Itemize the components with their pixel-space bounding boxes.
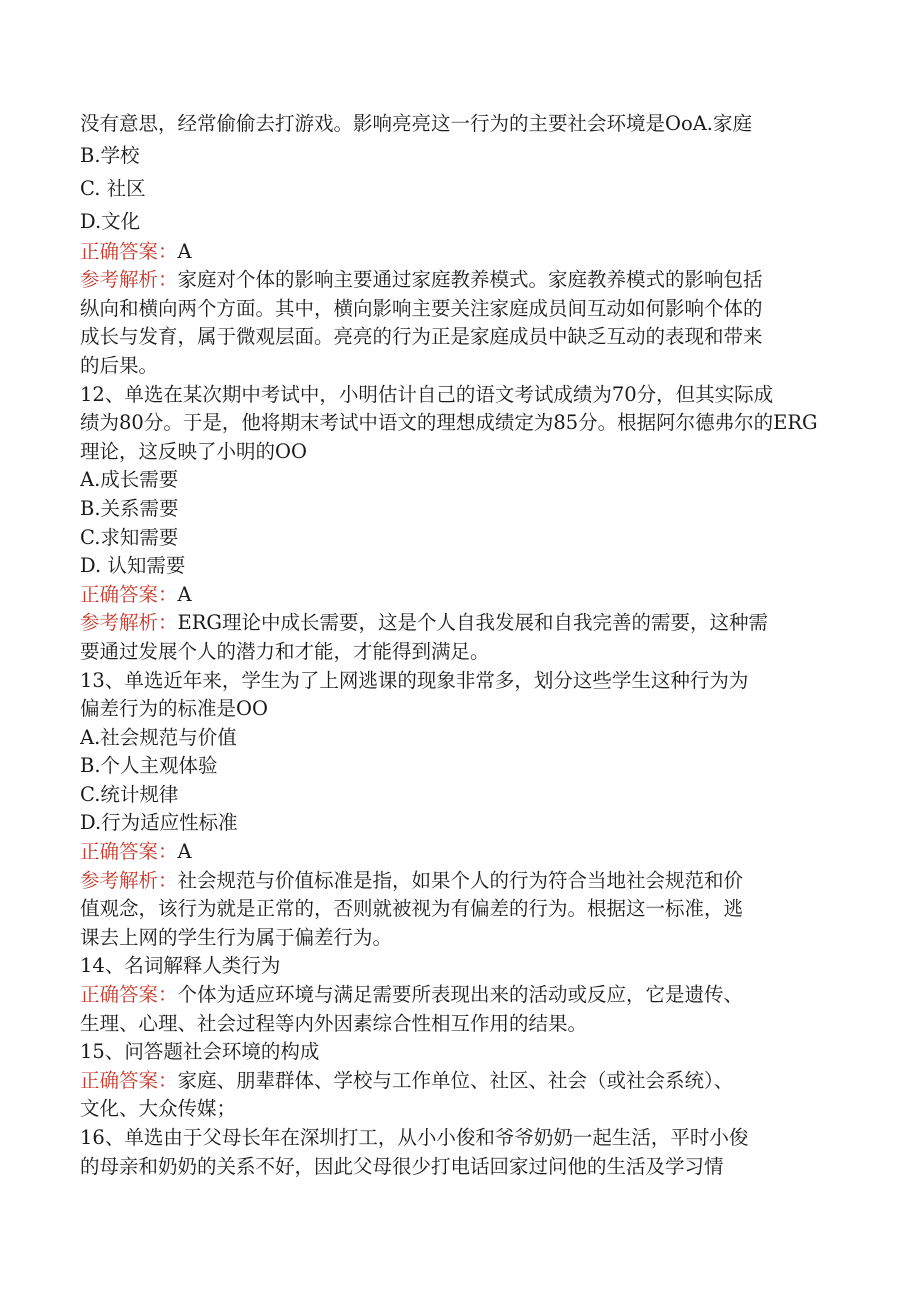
line-text: 理论，这反映了小明的OO	[80, 439, 307, 463]
line-text: A.社会规范与价值	[80, 725, 237, 749]
text-line	[80, 352, 842, 381]
answer-line	[80, 838, 842, 867]
text-line	[80, 139, 842, 172]
line-text: 15、问答题社会环境的构成	[80, 1040, 320, 1064]
line-text: 个体为适应环境与满足需要所表现出来的活动或反应，它是遗传、	[177, 983, 744, 1007]
answer-line	[80, 266, 842, 295]
text-line	[80, 1010, 842, 1039]
answer-line	[80, 981, 842, 1010]
line-text: 偏差行为的标准是OO	[80, 697, 268, 721]
line-text: 13、单选近年来，学生为了上网逃课的现象非常多，划分这些学生这种行为为	[80, 668, 749, 692]
answer-label: 正确答案：	[80, 239, 178, 263]
line-text: 纵向和横向两个方面。其中，横向影响主要关注家庭成员间互动如何影响个体的	[80, 296, 763, 320]
line-text: 成长与发育，属于微观层面。亮亮的行为正是家庭成员中缺乏互动的表现和带来	[80, 325, 763, 349]
line-text: 的后果。	[80, 353, 159, 377]
line-text: D.行为适应性标准	[80, 811, 238, 835]
answer-label: 正确答案：	[80, 582, 178, 606]
text-line	[80, 924, 842, 953]
text-line	[80, 638, 842, 667]
text-line	[80, 695, 842, 724]
line-text: C. 社区	[80, 176, 146, 200]
line-text: B.个人主观体验	[80, 754, 218, 778]
line-text: D.文化	[80, 209, 141, 233]
line-text: 生理、心理、社会过程等内外因素综合性相互作用的结果。	[80, 1011, 588, 1035]
answer-label: 正确答案：	[80, 1068, 178, 1092]
line-text: D. 认知需要	[80, 554, 186, 578]
line-text: C.求知需要	[80, 525, 179, 549]
text-line	[80, 781, 842, 810]
text-line	[80, 524, 842, 553]
line-text: 要通过发展个人的潜力和才能，才能得到满足。	[80, 639, 490, 663]
answer-label: 参考解析：	[80, 868, 178, 892]
text-line	[80, 809, 842, 838]
text-line	[80, 172, 842, 205]
answer-line	[80, 238, 842, 267]
text-line	[80, 667, 842, 696]
line-text: 社会规范与价值标准是指，如果个人的行为符合当地社会规范和价	[177, 868, 744, 892]
answer-line	[80, 867, 842, 896]
line-text: 12、单选在某次期中考试中，小明估计自己的语文考试成绩为70分，但其实际成	[80, 382, 774, 406]
text-line	[80, 1038, 842, 1067]
text-line	[80, 1124, 842, 1153]
line-text: 课去上网的学生行为属于偏差行为。	[80, 925, 393, 949]
text-line	[80, 552, 842, 581]
answer-line	[80, 581, 842, 610]
line-text: 没有意思，经常偷偷去打游戏。影响亮亮这一行为的主要社会环境是OoA.家庭	[80, 112, 753, 135]
answer-line	[80, 1067, 842, 1096]
text-line	[80, 381, 842, 410]
line-text: 的母亲和奶奶的关系不好，因此父母很少打电话回家过问他的生活及学习情	[80, 1154, 724, 1178]
answer-label: 参考解析：	[80, 268, 178, 292]
line-text: B.关系需要	[80, 496, 179, 520]
text-line	[80, 466, 842, 495]
text-line	[80, 752, 842, 781]
line-text: A	[177, 582, 192, 606]
text-line	[80, 409, 842, 438]
line-text: A.成长需要	[80, 468, 179, 492]
text-line	[80, 295, 842, 324]
answer-label: 参考解析：	[80, 611, 178, 635]
text-line	[80, 952, 842, 981]
line-text: 值观念，该行为就是正常的，否则就被视为有偏差的行为。根据这一标准，逃	[80, 897, 744, 921]
answer-label: 正确答案：	[80, 983, 178, 1007]
line-text: A	[177, 840, 192, 864]
text-line	[80, 438, 842, 467]
text-line	[80, 110, 842, 139]
line-text: 14、名词解释人类行为	[80, 954, 281, 978]
line-text: 绩为80分。于是，他将期末考试中语文的理想成绩定为85分。根据阿尔德弗尔的ERG	[80, 411, 818, 435]
line-text: ERG理论中成长需要，这是个人自我发展和自我完善的需要，这种需	[177, 611, 769, 635]
line-text: 16、单选由于父母长年在深圳打工，从小小俊和爷爷奶奶一起生活，平时小俊	[80, 1126, 749, 1149]
text-line	[80, 495, 842, 524]
line-text: 家庭对个体的影响主要通过家庭教养模式。家庭教养模式的影响包括	[177, 268, 763, 292]
text-line	[80, 1095, 842, 1124]
line-text: A	[177, 239, 192, 263]
answer-line	[80, 609, 842, 638]
text-line	[80, 323, 842, 352]
text-line	[80, 724, 842, 753]
text-line	[80, 205, 842, 238]
text-line	[80, 1153, 842, 1182]
line-text: 家庭、朋辈群体、学校与工作单位、社区、社会（或社会系统）、	[177, 1068, 734, 1092]
line-text: 文化、大众传媒；	[80, 1097, 237, 1121]
text-line	[80, 895, 842, 924]
line-text: C.统计规律	[80, 782, 179, 806]
line-text: B.学校	[80, 143, 140, 167]
answer-label: 正确答案：	[80, 840, 178, 864]
